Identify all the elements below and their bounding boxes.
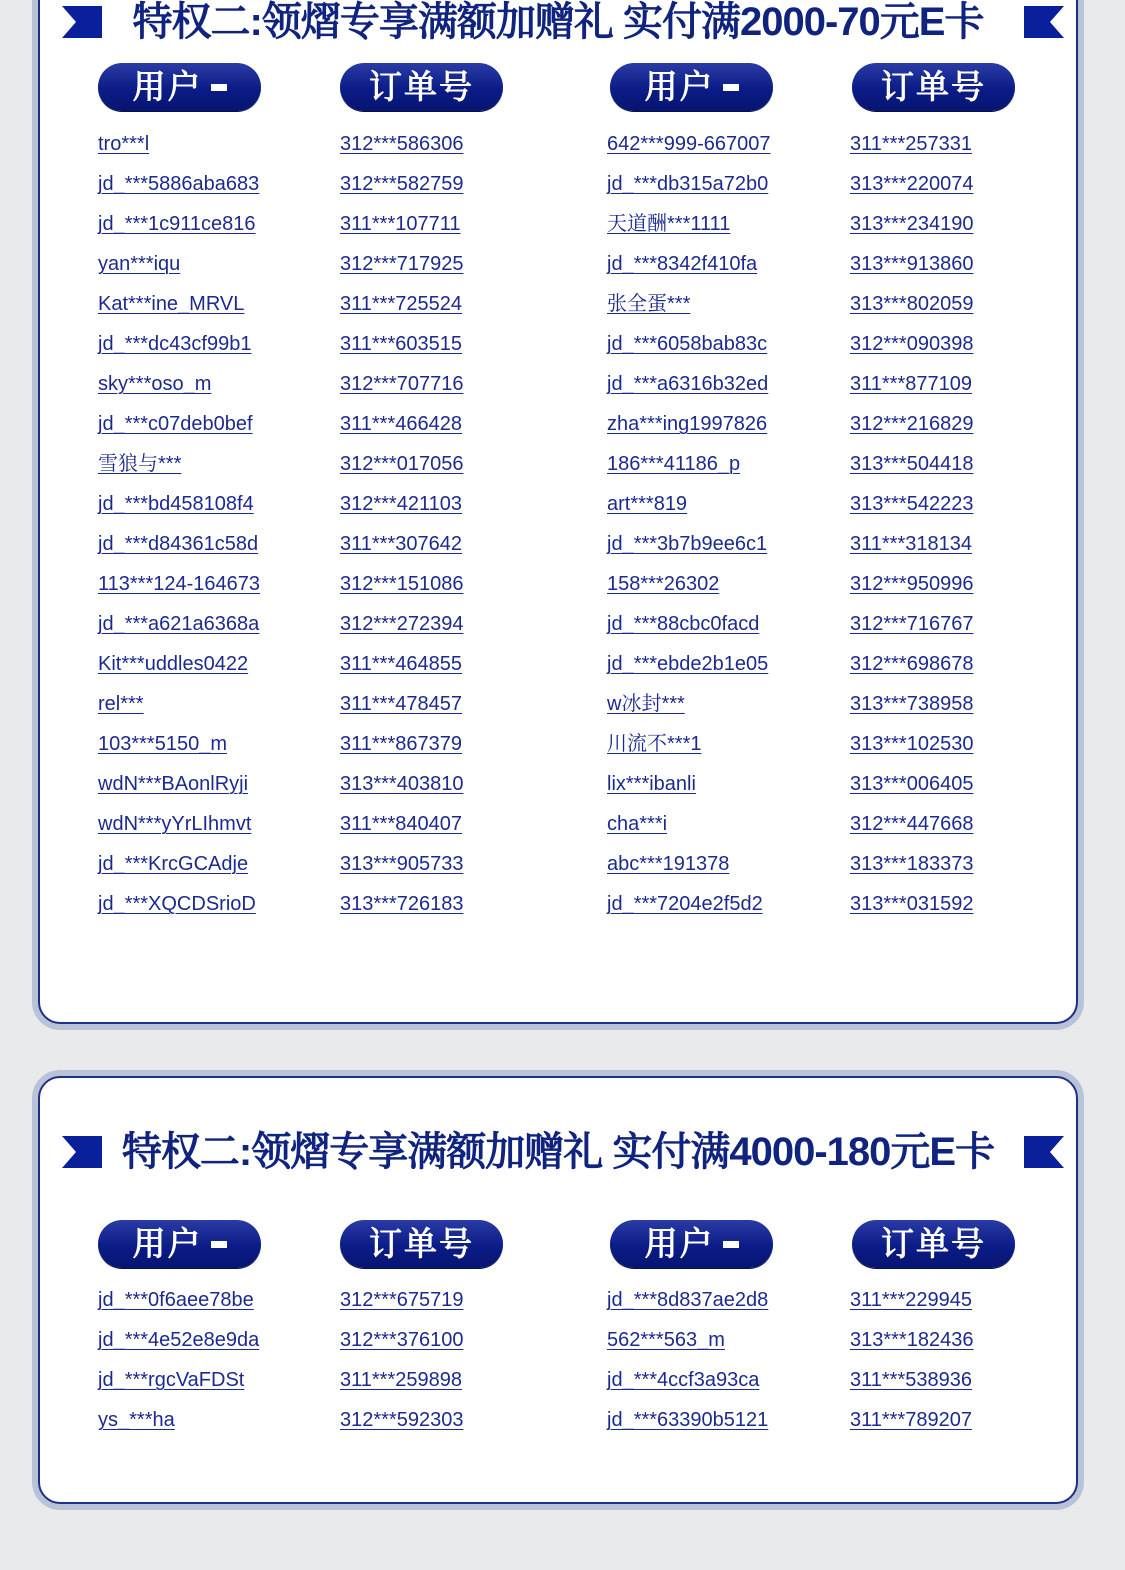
user-name-link[interactable]	[98, 884, 260, 924]
winners-panel-2000	[32, 0, 1084, 1030]
user-name: 113***124-164673	[98, 573, 261, 595]
user-name-link[interactable]	[98, 204, 260, 244]
order-number: 312***950996	[850, 573, 974, 595]
user-name-link[interactable]	[607, 124, 771, 164]
order-number: 313***182436	[850, 1329, 974, 1351]
order-column	[340, 124, 463, 924]
user-name-link[interactable]	[607, 404, 771, 444]
user-name: jd_***bd458108f4	[98, 493, 254, 515]
user-name-link[interactable]	[607, 684, 771, 724]
order-number-link[interactable]	[340, 164, 463, 204]
order-number: 312***272394	[340, 613, 464, 635]
user-name-link[interactable]	[607, 444, 771, 484]
user-name-link[interactable]	[607, 484, 771, 524]
order-number: 311***107711	[340, 213, 461, 235]
user-name: 张全蛋***	[607, 293, 691, 315]
order-number: 313***504418	[850, 453, 974, 475]
order-number-link[interactable]	[340, 564, 463, 604]
user-name: jd_***4e52e8e9da	[98, 1329, 260, 1351]
order-number-link[interactable]	[850, 804, 973, 844]
order-number-link[interactable]	[850, 764, 973, 804]
order-number-link[interactable]	[850, 1400, 973, 1440]
user-name-link[interactable]	[98, 524, 260, 564]
order-number: 311***538936	[850, 1369, 972, 1391]
user-name: jd_***4ccf3a93ca	[607, 1369, 760, 1391]
user-column	[607, 1280, 768, 1440]
order-number-link[interactable]	[340, 844, 463, 884]
user-name: Kat***ine_MRVL	[98, 293, 245, 315]
order-number-link[interactable]	[340, 884, 463, 924]
right-flag-icon	[1024, 6, 1068, 38]
order-number-link[interactable]	[850, 1360, 973, 1400]
order-header-pill: 订单号	[852, 63, 1015, 111]
order-number-link[interactable]	[850, 284, 973, 324]
order-number-link[interactable]	[340, 364, 463, 404]
user-name-link[interactable]	[98, 1400, 259, 1440]
user-name: jd_***dc43cf99b1	[98, 333, 252, 355]
user-name-link[interactable]	[98, 604, 260, 644]
user-name-link[interactable]	[98, 844, 260, 884]
user-name: jd_***1c911ce816	[98, 213, 256, 235]
user-name: art***819	[607, 493, 688, 515]
user-name: jd_***7204e2f5d2	[607, 893, 763, 915]
order-number: 313***726183	[340, 893, 464, 915]
order-number: 311***307642	[340, 533, 462, 555]
user-name: jd_***d84361c58d	[98, 533, 259, 555]
user-name: jd_***XQCDSrioD	[98, 893, 256, 915]
user-name: jd_***rgcVaFDSt	[98, 1369, 245, 1391]
user-name: w冰封***	[607, 693, 685, 715]
order-number: 312***151086	[340, 573, 464, 595]
user-header-pill: 用户	[98, 1220, 261, 1268]
order-number: 312***675719	[340, 1289, 464, 1311]
order-number-link[interactable]	[850, 644, 973, 684]
order-number: 313***905733	[340, 853, 464, 875]
order-number-link[interactable]	[340, 804, 463, 844]
user-name: lix***ibanli	[607, 773, 696, 795]
order-number-link[interactable]	[850, 404, 973, 444]
user-name-link[interactable]	[607, 524, 771, 564]
order-number: 311***257331	[850, 133, 972, 155]
user-name: jd_***a6316b32ed	[607, 373, 769, 395]
order-number-link[interactable]	[340, 764, 463, 804]
order-number: 313***542223	[850, 493, 974, 515]
user-name: jd_***db315a72b0	[607, 173, 769, 195]
user-name: wdN***yYrLIhmvt	[98, 813, 252, 835]
user-name-link[interactable]	[98, 1320, 259, 1360]
order-number: 311***466428	[340, 413, 462, 435]
user-name: ys_***ha	[98, 1409, 175, 1431]
order-number-link[interactable]	[340, 1400, 463, 1440]
order-number: 311***840407	[340, 813, 462, 835]
user-name-link[interactable]	[607, 1360, 768, 1400]
user-name-link[interactable]	[98, 1360, 259, 1400]
user-name-link[interactable]	[607, 204, 771, 244]
user-name: 103***5150_m	[98, 733, 227, 755]
user-name: 天道酬***1111	[607, 213, 731, 235]
order-number: 311***318134	[850, 533, 972, 555]
order-number: 311***229945	[850, 1289, 972, 1311]
order-number: 313***403810	[340, 773, 464, 795]
user-name: jd_***5886aba683	[98, 173, 260, 195]
user-name: 562***563_m	[607, 1329, 725, 1351]
order-column	[850, 1280, 973, 1440]
user-name: jd_***63390b5121	[607, 1409, 769, 1431]
user-name: jd_***8342f410fa	[607, 253, 758, 275]
order-header-pill: 订单号	[340, 63, 503, 111]
user-name-link[interactable]	[607, 724, 771, 764]
order-number: 313***220074	[850, 173, 974, 195]
user-name-link[interactable]	[607, 244, 771, 284]
user-name-link[interactable]	[98, 364, 260, 404]
user-name: jd_***8d837ae2d8	[607, 1289, 769, 1311]
winners-panel-4000	[32, 1070, 1084, 1510]
order-number: 311***478457	[340, 693, 462, 715]
order-number-link[interactable]	[850, 364, 973, 404]
order-number: 312***376100	[340, 1329, 464, 1351]
order-number-link[interactable]	[850, 844, 973, 884]
user-name-link[interactable]	[98, 164, 260, 204]
user-name: jd_***88cbc0facd	[607, 613, 760, 635]
order-number-link[interactable]	[340, 604, 463, 644]
order-number: 312***447668	[850, 813, 974, 835]
section-title-row	[40, 0, 1076, 52]
order-number-link[interactable]	[340, 124, 463, 164]
user-name: jd_***c07deb0bef	[98, 413, 253, 435]
order-number-link[interactable]	[850, 1320, 973, 1360]
order-number: 312***716767	[850, 613, 974, 635]
order-number: 311***464855	[340, 653, 462, 675]
user-name-link[interactable]	[98, 404, 260, 444]
section-title: 特权二:领熠专享满额加赠礼 实付满4000-180元E卡	[121, 1130, 995, 1174]
order-number: 313***102530	[850, 733, 974, 755]
user-name-link[interactable]	[607, 844, 771, 884]
left-flag-icon	[58, 1136, 102, 1168]
order-number: 312***698678	[850, 653, 974, 675]
order-column	[340, 1280, 463, 1440]
user-name-link[interactable]	[98, 324, 260, 364]
user-name-link[interactable]	[98, 484, 260, 524]
order-number-link[interactable]	[340, 444, 463, 484]
order-number: 311***603515	[340, 333, 462, 355]
user-name-link[interactable]	[607, 644, 771, 684]
order-number-link[interactable]	[340, 404, 463, 444]
user-name: Kit***uddles0422	[98, 653, 249, 675]
user-name-link[interactable]	[98, 724, 260, 764]
order-number: 312***090398	[850, 333, 974, 355]
user-name-link[interactable]	[98, 244, 260, 284]
user-name: zha***ing1997826	[607, 413, 768, 435]
order-number: 312***717925	[340, 253, 464, 275]
user-name: 642***999-667007	[607, 133, 771, 155]
order-number-link[interactable]	[340, 524, 463, 564]
order-number: 311***725524	[340, 293, 462, 315]
order-number: 313***006405	[850, 773, 974, 795]
order-number-link[interactable]	[850, 524, 973, 564]
user-name: jd_***ebde2b1e05	[607, 653, 769, 675]
order-number: 311***877109	[850, 373, 972, 395]
user-name: cha***i	[607, 813, 668, 835]
order-number: 313***031592	[850, 893, 974, 915]
order-column	[850, 124, 973, 924]
order-number-link[interactable]	[340, 284, 463, 324]
order-number-link[interactable]	[340, 684, 463, 724]
order-number: 312***707716	[340, 373, 464, 395]
user-name-link[interactable]	[98, 1280, 259, 1320]
order-number-link[interactable]	[850, 484, 973, 524]
order-number: 312***017056	[340, 453, 464, 475]
order-number-link[interactable]	[850, 564, 973, 604]
user-name: 雪狼与***	[98, 453, 182, 475]
order-number-link[interactable]	[850, 124, 973, 164]
order-number: 312***592303	[340, 1409, 464, 1431]
order-number: 312***582759	[340, 173, 464, 195]
user-name-link[interactable]	[98, 564, 260, 604]
order-number: 313***183373	[850, 853, 974, 875]
user-name-link[interactable]	[98, 124, 260, 164]
order-number-link[interactable]	[850, 684, 973, 724]
order-number: 313***234190	[850, 213, 974, 235]
user-header-pill: 用户	[610, 1220, 773, 1268]
order-number: 311***259898	[340, 1369, 462, 1391]
order-number-link[interactable]	[850, 884, 973, 924]
user-name-link[interactable]	[607, 884, 771, 924]
user-name: wdN***BAonlRyji	[98, 773, 249, 795]
order-number-link[interactable]	[340, 204, 463, 244]
user-name-link[interactable]	[607, 1320, 768, 1360]
order-number: 313***913860	[850, 253, 974, 275]
user-name-link[interactable]	[607, 364, 771, 404]
order-number-link[interactable]	[850, 1280, 973, 1320]
user-name-link[interactable]	[98, 684, 260, 724]
left-flag-icon	[58, 6, 102, 38]
user-name: abc***191378	[607, 853, 730, 875]
user-column	[98, 1280, 259, 1440]
user-header-pill: 用户	[98, 63, 261, 111]
user-name: jd_***0f6aee78be	[98, 1289, 254, 1311]
user-name-link[interactable]	[607, 804, 771, 844]
user-name-link[interactable]	[607, 164, 771, 204]
order-number-link[interactable]	[850, 324, 973, 364]
user-name: jd_***KrcGCAdje	[98, 853, 249, 875]
user-name: yan***iqu	[98, 253, 181, 275]
user-name: jd_***6058bab83c	[607, 333, 768, 355]
order-number-link[interactable]	[340, 724, 463, 764]
user-name-link[interactable]	[607, 604, 771, 644]
order-number-link[interactable]	[850, 724, 973, 764]
order-number: 312***216829	[850, 413, 974, 435]
user-column	[607, 124, 771, 924]
user-name-link[interactable]	[607, 564, 771, 604]
order-number-link[interactable]	[850, 244, 973, 284]
order-number-link[interactable]	[340, 484, 463, 524]
order-number-link[interactable]	[850, 444, 973, 484]
user-name: 186***41186_p	[607, 453, 741, 475]
order-number: 311***789207	[850, 1409, 972, 1431]
user-name-link[interactable]	[98, 284, 260, 324]
user-name: 川流不***1	[607, 733, 702, 755]
section-title-row	[40, 1122, 1076, 1182]
panel-inner	[38, 1076, 1078, 1504]
order-number: 313***738958	[850, 693, 974, 715]
user-name-link[interactable]	[607, 324, 771, 364]
user-name: tro***l	[98, 133, 150, 155]
order-header-pill: 订单号	[852, 1220, 1015, 1268]
user-column	[98, 124, 260, 924]
order-number-link[interactable]	[340, 244, 463, 284]
user-name: 158***26302	[607, 573, 720, 595]
order-header-pill: 订单号	[340, 1220, 503, 1268]
order-number-link[interactable]	[850, 604, 973, 644]
panel-inner	[38, 0, 1078, 1024]
user-name-link[interactable]	[607, 284, 771, 324]
order-number: 311***867379	[340, 733, 462, 755]
order-number-link[interactable]	[850, 204, 973, 244]
right-flag-icon	[1024, 1136, 1068, 1168]
order-number-link[interactable]	[850, 164, 973, 204]
user-name-link[interactable]	[98, 764, 260, 804]
order-number: 312***586306	[340, 133, 464, 155]
order-number-link[interactable]	[340, 1360, 463, 1400]
user-name: jd_***a621a6368a	[98, 613, 260, 635]
order-number-link[interactable]	[340, 324, 463, 364]
user-name-link[interactable]	[607, 1400, 768, 1440]
user-name-link[interactable]	[607, 1280, 768, 1320]
order-number: 312***421103	[340, 493, 462, 515]
order-number: 313***802059	[850, 293, 974, 315]
order-number-link[interactable]	[340, 644, 463, 684]
user-name-link[interactable]	[98, 444, 260, 484]
user-name-link[interactable]	[98, 804, 260, 844]
user-name-link[interactable]	[607, 764, 771, 804]
user-name: sky***oso_m	[98, 373, 212, 395]
user-name-link[interactable]	[98, 644, 260, 684]
user-name: rel***	[98, 693, 144, 715]
order-number-link[interactable]	[340, 1280, 463, 1320]
user-name: jd_***3b7b9ee6c1	[607, 533, 768, 555]
section-title: 特权二:领熠专享满额加赠礼 实付满2000-70元E卡	[132, 0, 984, 44]
order-number-link[interactable]	[340, 1320, 463, 1360]
user-header-pill: 用户	[610, 63, 773, 111]
